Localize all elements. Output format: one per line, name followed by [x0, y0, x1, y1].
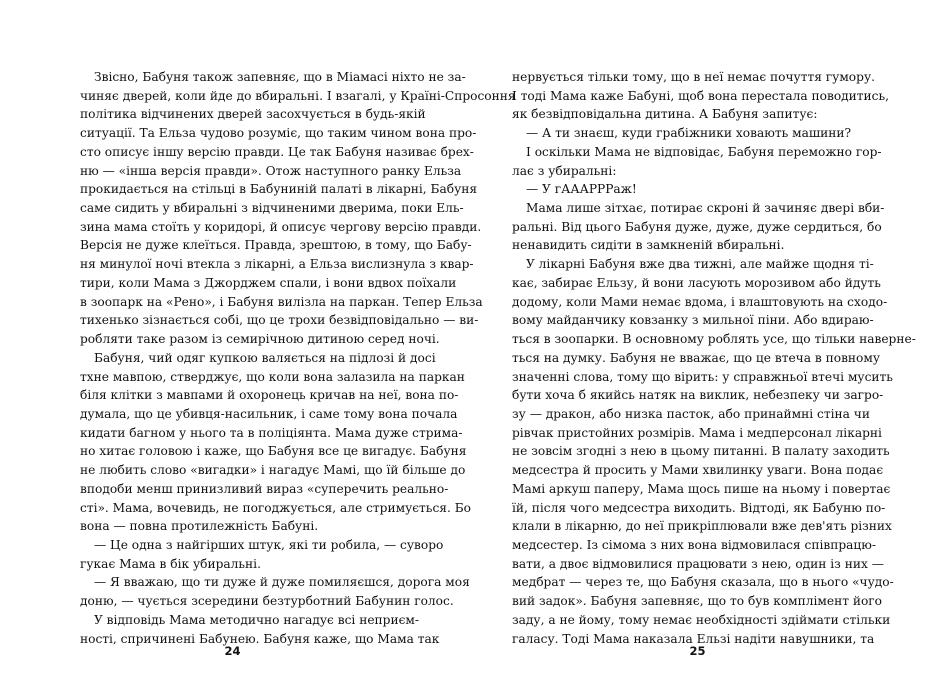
text-line: медсестра й просить у Мами хвилинку уваги. Вона подає — [512, 463, 884, 478]
text-line: Звісно, Бабуня також запевняє, що в Міамасі ніхто не за- — [94, 70, 466, 84]
text-line: ню — «інша версія правди». Отож наступного ранку Ельза — [80, 163, 462, 178]
text-line: вий задок». Бабуня запевняє, що то був комплімент його — [512, 594, 883, 609]
text-line: їй, після чого медсестра виходить. Відтоді, як Бабуню по- — [512, 500, 886, 515]
text-line: ситуації. Та Ельза чудово розуміє, що таким чином вона про- — [80, 126, 477, 141]
text-line: гукає Мама в бік убиральні. — [80, 556, 261, 571]
text-line: додому, коли Мами немає вдома, і влаштовують на сходо- — [512, 294, 888, 309]
text-line: бути хоча б якийсь натяк на виклик, небезпеку чи загро- — [512, 388, 884, 403]
text-line: прокидається на стільці в Бабуниній палаті в лікарні, Бабуня — [80, 182, 478, 197]
text-line: — Це одна з найгірших штук, які ти робила, — суворо — [94, 537, 444, 552]
text-line: вати, а двоє відмовилися працювати з нею, один із них — — [512, 556, 884, 571]
text-line: нервується тільки тому, що в неї немає почуття гумору. — [512, 70, 875, 84]
text-line: вому майданчику ковзанку з мильної піни. Або вдираю- — [512, 313, 874, 328]
text-line: не зовсім згодні з нею в цьому питанні. В палату заходить — [512, 444, 890, 459]
text-line: сто описує іншу версію правди. Це так Бабуня називає брех- — [80, 144, 474, 159]
text-line: тхне мавпою, стверджує, що коли вона залазила на паркан — [80, 369, 465, 384]
text-line: ня минулої ночі втекла з лікарні, а Ельза вислизнула з квар- — [80, 257, 474, 272]
text-line: доню, — чується зсередини безтурботний Бабунин голос. — [80, 594, 454, 609]
text-line: медсестер. Із сімома з них вона відмовилася співпрацю- — [512, 537, 876, 552]
text-line: вона — повна протилежність Бабуні. — [80, 519, 319, 534]
text-line: лає з убиральні: — [512, 163, 617, 178]
text-line: рівчак пристойних розмірів. Мама і медперсонал лікарні — [512, 425, 882, 440]
text-line: Бабуня, чий одяг купкою валяється на підлозі й досі — [94, 350, 436, 365]
right-page — [465, 0, 930, 700]
text-line: — У гАААРРРаж! — [526, 182, 637, 197]
text-line: політика відчинених дверей засохчується в будь-якій — [80, 107, 426, 122]
text-line: ності, спричинені Бабунею. Бабуня каже, що Мама так — [80, 631, 440, 646]
text-line: ральні. Від цього Бабуня дуже, дуже, дуже сердиться, бо — [512, 219, 882, 234]
text-line: кидати багном у нього та в поліціянта. Мама дуже стрима- — [80, 425, 463, 440]
text-line: заду, а не йому, тому немає необхідності здіймати стільки — [512, 612, 891, 627]
text-line: Мамі аркуш паперу, Мама щось пише на ньому і повертає — [512, 481, 891, 496]
text-line: тихенько зізнається собі, що це трохи безвідповідально — ви- — [80, 313, 479, 328]
text-line: біля клітки з мавпами й охоронець кричав на неї, вона по- — [80, 388, 459, 403]
text-line: чиняє дверей, коли йде до вбиральні. І взагалі, у Країні-Спросоння — [80, 88, 516, 103]
text-line: У лікарні Бабуня вже два тижні, але майже щодня ті- — [526, 257, 874, 272]
text-line: саме сидить у вбиральні з відчиненими дверима, поки Ель- — [80, 201, 464, 216]
right-page-text — [512, 68, 916, 648]
text-line: Мама лише зітхає, потирає скроні й зачиняє двері вби- — [526, 201, 885, 216]
text-line: не любить слово «вигадки» і нагадує Мамі, що їй більше до — [80, 463, 466, 478]
page-number-right: 25 — [689, 644, 706, 658]
text-line: кає, забирає Ельзу, й вони ласують морозивом або йдуть — [512, 275, 881, 290]
text-line: ться на думку. Бабуня не вважає, що це втеча в повному — [512, 350, 881, 365]
text-line: як безвідповідальна дитина. А Бабуня запитує: — [512, 107, 818, 122]
text-line: ненавидить сидіти в замкненій вбиральні. — [512, 238, 785, 253]
text-line: зина мама стоїть у коридорі, й описує чергову версію правди. — [80, 219, 482, 234]
text-line: — Я вважаю, що ти дуже й дуже помиляєшся, дорога моя — [94, 575, 470, 590]
text-line: думала, що це убивця-насильник, і саме тому вона почала — [80, 406, 458, 421]
text-line: І тоді Мама каже Бабуні, щоб вона перестала поводитись, — [512, 88, 889, 103]
text-line: робляти таке разом із семирічною дитиною серед ночі. — [80, 332, 440, 347]
text-line: но хитає головою і каже, що Бабуня все це вигадує. Бабуня — [80, 444, 467, 459]
text-line: У відповідь Мама методично нагадує всі неприєм- — [94, 612, 420, 627]
text-line: зу — дракон, або низка пасток, або принаймні стіна чи — [512, 406, 870, 421]
text-line: медбрат — через те, що Бабуня сказала, що в нього «чудо- — [512, 575, 894, 590]
text-line: значенні слова, тому що вірить: у справжньої втечі мусить — [512, 369, 893, 384]
page-number-left: 24 — [224, 644, 241, 658]
text-line: вподоби менш принизливий вираз «суперечить реально- — [80, 481, 449, 496]
text-line: Версія не дуже клеїться. Правда, зрештою, в тому, що Бабу- — [80, 238, 472, 253]
text-line: клали в лікарню, до неї прикріплювали вже дев'ять різних — [512, 519, 892, 534]
left-page-text — [80, 68, 516, 648]
text-line: в зоопарк на «Рено», і Бабуня вилізла на паркан. Тепер Ельза — [80, 294, 483, 309]
text-line: ться в зоопарки. В основному роблять усе, що тільки наверне- — [512, 332, 916, 347]
text-line: сті». Мама, вочевидь, не погоджується, але стримується. Бо — [80, 500, 471, 515]
text-line: галасу. Тоді Мама наказала Ельзі надіти навушники, та — [512, 631, 875, 646]
text-line: тири, коли Мама з Джорджем спали, і вони вдвох поїхали — [80, 275, 457, 290]
text-line: — А ти знаєш, куди грабіжники ховають машини? — [526, 126, 852, 141]
text-line: І оскільки Мама не відповідає, Бабуня переможно гор- — [526, 144, 882, 159]
